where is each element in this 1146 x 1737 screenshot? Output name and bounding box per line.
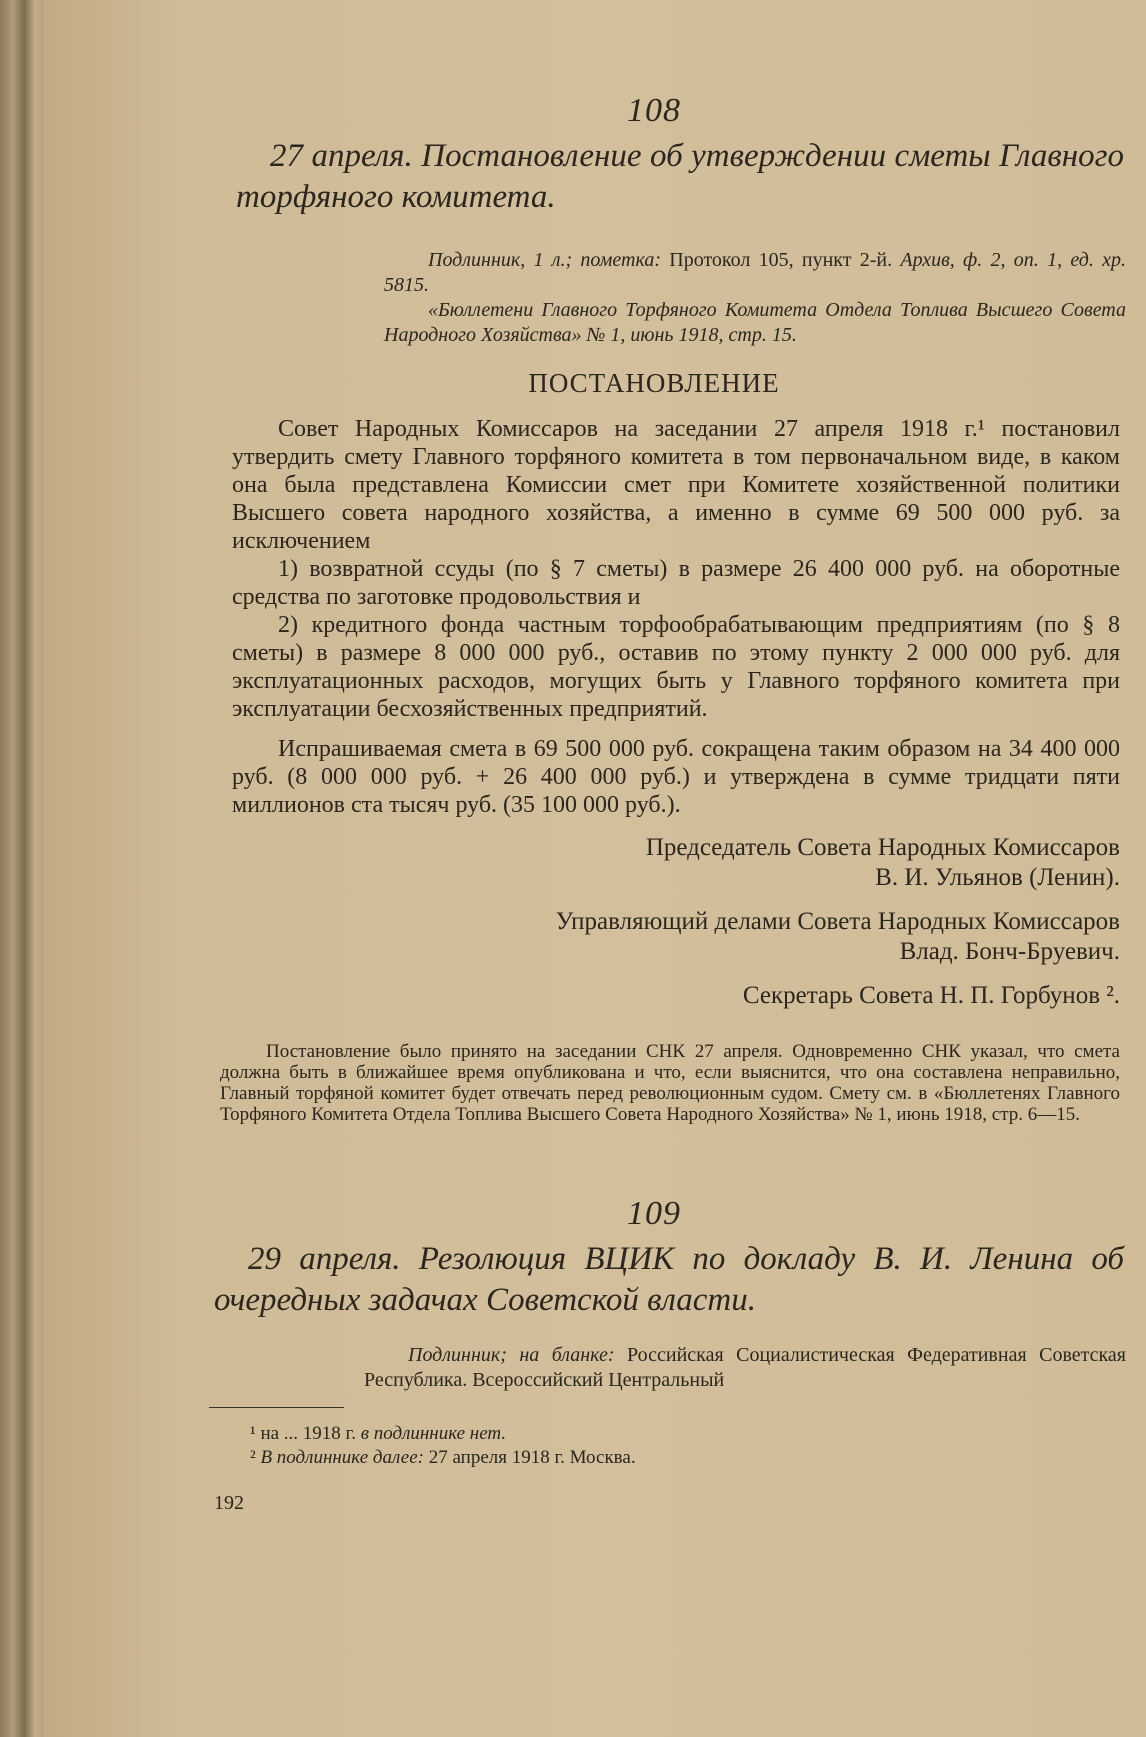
- document-title: 27 апреля. Постановление об утверждении сметы Главного торфяного комитета.: [236, 138, 1124, 215]
- decree-body: [174, 415, 1134, 819]
- paragraph: 2) кредитного фонда частным торфообрабатывающим предприятиям (по § 8 сметы) в размере 8 000 000 руб., оставив по этому пункту 2 000 000 руб. для эксплуатационных расходов, могущих быть у Главного торфяного комитета при эксплуатации бесхозяйственных предприятий.: [232, 612, 1120, 722]
- book-page: [44, 0, 1146, 1737]
- document-title: 29 апреля. Резолюция ВЦИК по докладу В. И. Ленина об очередных задачах Советской власти.: [214, 1241, 1124, 1318]
- paragraph: Испрашиваемая смета в 69 500 000 руб. сокращена таким образом на 34 400 000 руб. (8 000 000 руб. + 26 400 000 руб.) и утверждена в сумме тридцати пяти миллионов ста тысяч руб. (35 100 000 руб.).: [232, 736, 1120, 818]
- page-number: 192: [214, 1492, 244, 1514]
- source-line-1: Подлинник, 1 л.; пометка: Протокол 105, пункт 2-й. Архив, ф. 2, оп. 1, ед. хр. 5815.: [384, 249, 1126, 296]
- paragraph: 1) возвратной ссуды (по § 7 сметы) в размере 26 400 000 руб. на оборотные средства по заготовке продовольствия и: [232, 556, 1120, 610]
- signature-manager-name: Влад. Бонч-Бруевич.: [899, 938, 1120, 965]
- document-2: [174, 1195, 1134, 1393]
- source-line: Подлинник; на бланке: Российская Социалистическая Федеративная Советская Республика. Всероссийский Центральный: [364, 1344, 1126, 1391]
- footnote-2: ² В подлиннике далее: 27 апреля 1918 г. Москва.: [250, 1447, 636, 1468]
- signature-chair-name: В. И. Ульянов (Ленин).: [875, 864, 1120, 891]
- book-binding-edge: [0, 0, 44, 1737]
- editorial-note: Постановление было принято на заседании СНК 27 апреля. Одновременно СНК указал, что смета должна быть в ближайшее время опубликована и что, если выяснится, что она составлена неправильно, Главный торфяной комитет будет отвечать перед революционным судом. Смету см. в «Бюллетенях Главного Торфяного Комитета Отдела Топлива Высшего Совета Народного Хозяйства» № 1, июнь 1918, стр. 6—15.: [220, 1041, 1120, 1125]
- signature-chair-title: Председатель Совета Народных Комиссаров: [645, 834, 1120, 861]
- source-note: [364, 1343, 1126, 1393]
- source-line-2: «Бюллетени Главного Торфяного Комитета Отдела Топлива Высшего Совета Народного Хозяйства» № 1, июнь 1918, стр. 15.: [384, 299, 1126, 346]
- source-note: [384, 248, 1126, 348]
- document-number: 109: [627, 1195, 681, 1232]
- signature-secretary: Секретарь Совета Н. П. Горбунов ².: [742, 982, 1120, 1009]
- page-content: [174, 92, 1134, 1515]
- paragraph: Совет Народных Комиссаров на заседании 27 апреля 1918 г.¹ постановил утвердить смету Главного торфяного комитета в том первоначальном виде, в каком она была представлена Комиссии смет при Комитете хозяйственной политики Высшего совета народного хозяйства, а именно в сумме 69 500 000 руб. за исключением: [232, 416, 1120, 554]
- document-number: 108: [627, 92, 681, 129]
- signature-manager-title: Управляющий делами Совета Народных Комиссаров: [555, 908, 1120, 935]
- footnote-divider: [209, 1407, 344, 1408]
- section-heading: ПОСТАНОВЛЕНИЕ: [528, 368, 780, 398]
- footnote-1: ¹ на ... 1918 г. в подлиннике нет.: [250, 1423, 507, 1444]
